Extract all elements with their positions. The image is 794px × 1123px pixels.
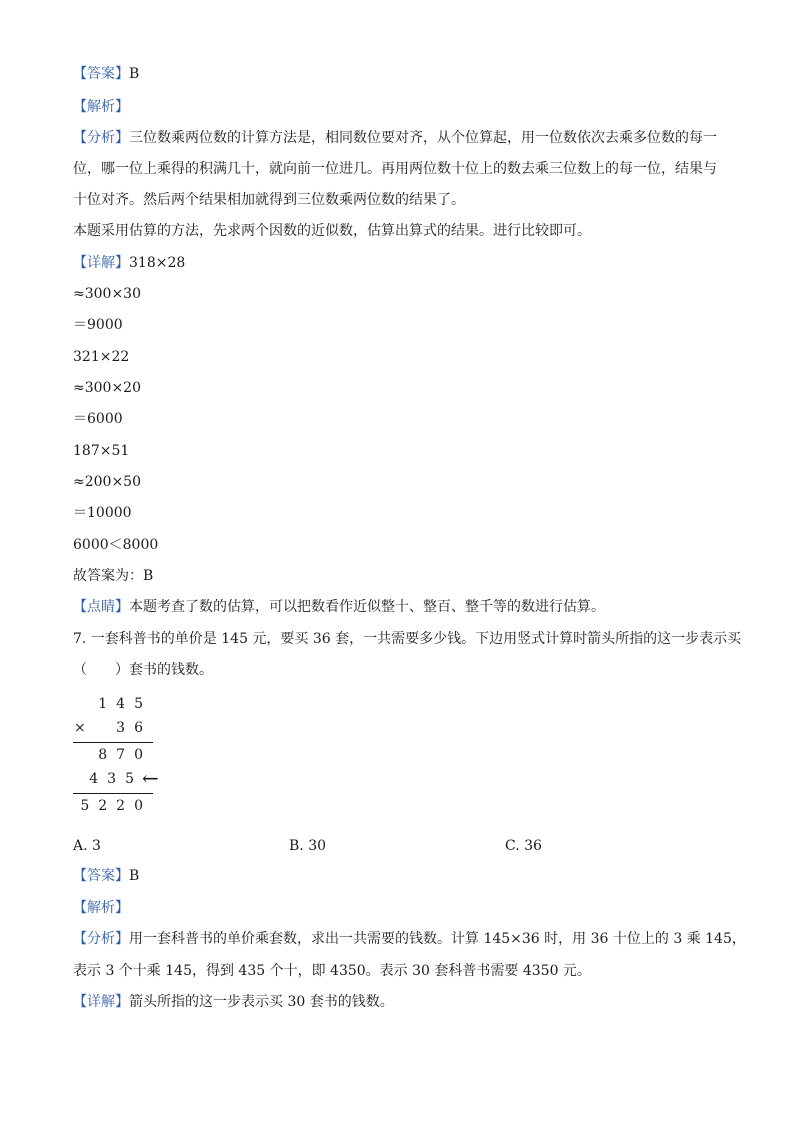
method-line: 本题采用估算的方法，先求两个因数的近似数，估算出算式的结果。进行比较即可。	[73, 223, 591, 239]
multiplier: 36	[116, 720, 152, 736]
fenxi-line-2: 位，哪一位上乘得的积满几十，就向前一位进几。再用两位数十位上的数去乘三位数上的每一位，结果与	[73, 161, 717, 177]
partial-product-2: 435	[89, 771, 143, 787]
fenxi-tag: 【分析】	[73, 931, 129, 947]
fenxi-line-q7-1	[73, 929, 746, 949]
step-line: 187×51	[73, 443, 130, 459]
fenxi-line-q7-2: 表示 3 个十乘 145，得到 435 个十，即 4350。表示 30 套科普书需要 4350 元。	[73, 963, 591, 979]
step-line: ≈300×20	[73, 380, 141, 396]
answer-line-1	[73, 64, 139, 84]
arrow-left-icon: ←	[142, 766, 159, 790]
fenxi-text: 三位数乘两位数的计算方法是，相同数位要对齐，从个位算起，用一位数依次去乘多位数的每一	[129, 130, 717, 146]
xiangjie-first: 318×28	[129, 255, 186, 271]
step-line: ＝6000	[73, 411, 123, 427]
divider-line-2	[73, 793, 153, 794]
xiangjie-line-1	[73, 253, 185, 273]
dianjing-tag: 【点睛】	[73, 599, 129, 615]
answer-tag: 【答案】	[73, 66, 129, 82]
step-line: ＝10000	[73, 505, 132, 521]
conclusion-line: 故答案为：B	[73, 568, 154, 584]
step-line: 321×22	[73, 349, 130, 365]
fenxi-line-1	[73, 128, 717, 148]
answer-tag: 【答案】	[73, 868, 129, 884]
step-line: 6000＜8000	[73, 537, 159, 553]
xiangjie-line-q7	[73, 992, 394, 1012]
fenxi-line-3: 十位对齐。然后两个结果相加就得到三位数乘两位数的结果了。	[73, 192, 465, 208]
xiangjie-text: 箭头所指的这一步表示买 30 套书的钱数。	[129, 994, 394, 1010]
question-7-line-2: （ ）套书的钱数。	[73, 662, 213, 678]
multiplicand: 145	[98, 696, 152, 712]
vertical-multiplication	[70, 694, 180, 824]
step-line: ＝9000	[73, 317, 123, 333]
times-sign: ×	[74, 720, 86, 736]
divider-line-1	[73, 742, 153, 743]
xiangjie-tag: 【详解】	[73, 994, 129, 1010]
analysis-label-1: 【解析】	[73, 99, 129, 115]
analysis-label-2: 【解析】	[73, 900, 129, 916]
option-a: A. 3	[73, 838, 101, 854]
question-7-line-1: 7. 一套科普书的单价是 145 元，要买 36 套，一共需要多少钱。下边用竖式计算时箭头所指的这一步表示买	[73, 631, 742, 647]
answer-value: B	[129, 66, 140, 82]
step-line: ≈300×30	[73, 286, 141, 302]
answer-value: B	[129, 868, 140, 884]
dianjing-text: 本题考查了数的估算，可以把数看作近似整十、整百、整千等的数进行估算。	[129, 599, 605, 615]
option-b: B. 30	[289, 838, 327, 854]
fenxi-tag: 【分析】	[73, 130, 129, 146]
fenxi-text: 用一套科普书的单价乘套数，求出一共需要的钱数。计算 145×36 时，用 36 十位上的 3 乘 145，	[129, 931, 746, 947]
partial-product-1: 870	[98, 747, 152, 763]
product-result: 5220	[80, 798, 152, 814]
dianjing-line	[73, 597, 605, 617]
step-line: ≈200×50	[73, 474, 141, 490]
xiangjie-tag: 【详解】	[73, 255, 129, 271]
option-c: C. 36	[505, 838, 542, 854]
answer-line-2	[73, 866, 139, 886]
